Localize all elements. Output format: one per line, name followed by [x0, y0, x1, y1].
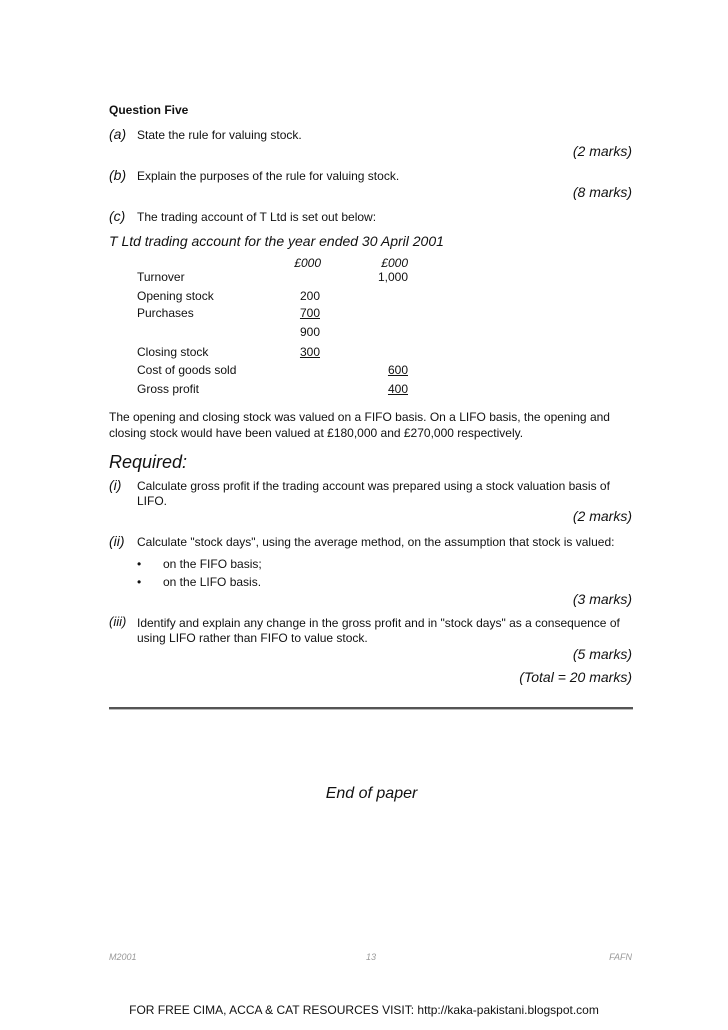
opening-stock-value: 200: [299, 289, 320, 303]
total-marks: (Total = 20 marks): [519, 669, 632, 685]
paragraph-line-2: closing stock would have been valued at £180,000 and £270,000 respectively.: [109, 426, 524, 440]
required-heading: Required:: [109, 452, 188, 472]
part-c-label: (c): [109, 208, 126, 224]
opening-stock-label: Opening stock: [137, 289, 214, 303]
page-number: 13: [366, 952, 377, 962]
cogs-value: 600: [387, 363, 408, 377]
resources-banner: FOR FREE CIMA, ACCA & CAT RESOURCES VISIT: http://kaka-pakistani.blogspot.com: [129, 1003, 599, 1017]
part-a-marks: (2 marks): [572, 143, 632, 159]
footer-left: M2001: [109, 952, 137, 962]
purchases-value: 700: [299, 306, 320, 320]
question-title: Question Five: [109, 103, 189, 117]
divider-rule: [109, 707, 633, 710]
part-iii-line-2: using LIFO rather than FIFO to value stock.: [137, 631, 368, 645]
account-col1-header: £000: [294, 256, 321, 270]
turnover-value: 1,000: [377, 270, 408, 284]
part-c-text: The trading account of T Ltd is set out below:: [137, 210, 377, 224]
part-iii-label: (iii): [109, 614, 127, 629]
subtotal-value: 900: [299, 325, 320, 339]
part-iii-marks: (5 marks): [572, 646, 632, 662]
gross-profit-label: Gross profit: [137, 382, 200, 396]
part-ii-bullet-2: on the LIFO basis.: [163, 575, 262, 589]
part-iii-line-1: Identify and explain any change in the gross profit and in "stock days" as a consequence of: [137, 616, 620, 630]
part-i-line-1: Calculate gross profit if the trading account was prepared using a stock valuation basis of: [137, 479, 610, 493]
closing-stock-value: 300: [299, 345, 320, 359]
part-a-text: State the rule for valuing stock.: [137, 128, 302, 142]
paragraph-line-1: The opening and closing stock was valued on a FIFO basis. On a LIFO basis, the opening and: [109, 410, 610, 424]
part-i-line-2: LIFO.: [137, 494, 168, 508]
gross-profit-value: 400: [387, 382, 408, 396]
purchases-label: Purchases: [137, 306, 194, 320]
part-i-label: (i): [109, 477, 122, 493]
turnover-label: Turnover: [137, 270, 185, 284]
part-ii-bullet-1: on the FIFO basis;: [163, 557, 262, 571]
closing-stock-label: Closing stock: [137, 345, 209, 359]
cogs-label: Cost of goods sold: [137, 363, 237, 377]
part-i-marks: (2 marks): [572, 508, 632, 524]
part-ii-marks: (3 marks): [572, 591, 632, 607]
part-b-marks: (8 marks): [572, 184, 632, 200]
footer-right: FAFN: [609, 952, 632, 962]
bullet-icon: •: [137, 575, 142, 589]
end-of-paper: End of paper: [325, 785, 418, 802]
account-title: T Ltd trading account for the year ended 30 April 2001: [109, 233, 444, 249]
part-ii-text: Calculate "stock days", using the average method, on the assumption that stock is valued:: [137, 535, 615, 549]
part-b-text: Explain the purposes of the rule for valuing stock.: [137, 169, 400, 183]
account-col2-header: £000: [381, 256, 408, 270]
part-b-label: (b): [109, 167, 127, 183]
part-a-label: (a): [109, 126, 127, 142]
bullet-icon: •: [137, 557, 142, 571]
part-ii-label: (ii): [109, 533, 125, 549]
